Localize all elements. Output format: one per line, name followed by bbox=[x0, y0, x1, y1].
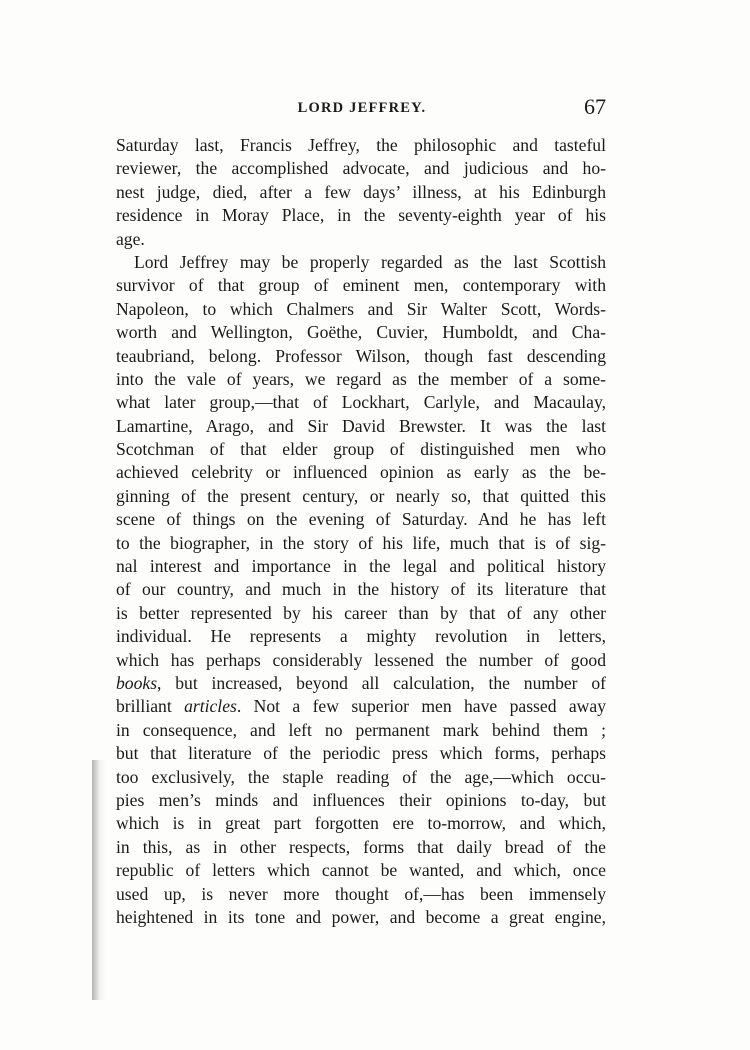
text-line: age. bbox=[116, 228, 145, 249]
text-line: nest judge, died, after a few days’ illness, at his Edinburgh bbox=[116, 181, 606, 202]
text-line: Scotchman of that elder group of distinguished men who bbox=[116, 439, 606, 460]
italic-segment: books bbox=[116, 672, 158, 693]
text-line: to the biographer, in the story of his life, much that is of sig- bbox=[116, 532, 606, 553]
text-line: nal interest and importance in the legal and political history bbox=[116, 556, 606, 577]
text-line: of our country, and much in the history of its literature that bbox=[116, 579, 606, 600]
text-line: too exclusively, the staple reading of the age,—which occu- bbox=[116, 766, 606, 787]
spine-shadow bbox=[92, 760, 106, 1000]
text-line: survivor of that group of eminent men, contemporary with bbox=[116, 275, 606, 296]
text-line: individual. He represents a mighty revolution in letters, bbox=[116, 626, 606, 647]
text-line bbox=[116, 672, 606, 695]
text-line: achieved celebrity or influenced opinion as early as the be- bbox=[116, 462, 606, 483]
text-line: republic of letters which cannot be wanted, and which, once bbox=[116, 860, 606, 881]
body-text bbox=[116, 134, 606, 929]
running-title: LORD JEFFREY. bbox=[297, 100, 427, 116]
text-line: scene of things on the evening of Saturday. And he has left bbox=[116, 509, 606, 530]
text-line: heightened in its tone and power, and become a great engine, bbox=[116, 906, 606, 927]
text-line: is better represented by his career than by that of any other bbox=[116, 602, 606, 623]
text-line: residence in Moray Place, in the seventy-eighth year of his bbox=[116, 205, 606, 226]
text-line: pies men’s minds and influences their opinions to-day, but bbox=[116, 789, 606, 810]
italic-segment: articles bbox=[184, 696, 237, 717]
text-segment: brilliant bbox=[116, 696, 185, 717]
page-number: 67 bbox=[584, 94, 606, 119]
text-line: which is in great part forgotten ere to-morrow, and which, bbox=[116, 813, 606, 834]
text-segment: , but increased, beyond all calculation, the number of bbox=[157, 672, 606, 693]
text-line: what later group,—that of Lockhart, Carlyle, and Macaulay, bbox=[116, 392, 606, 413]
text-line: in this, as in other respects, forms that daily bread of the bbox=[116, 836, 606, 857]
text-line: worth and Wellington, Goëthe, Cuvier, Humboldt, and Cha- bbox=[116, 322, 606, 343]
text-line: but that literature of the periodic press which forms, perhaps bbox=[116, 743, 606, 764]
text-line: Saturday last, Francis Jeffrey, the philosophic and tasteful bbox=[116, 135, 606, 155]
text-line: in consequence, and left no permanent mark behind them ; bbox=[116, 719, 606, 740]
text-line: teaubriand, belong. Professor Wilson, though fast descending bbox=[116, 345, 606, 366]
text-line: ginning of the present century, or nearly so, that quitted this bbox=[116, 485, 606, 506]
text-line: Lamartine, Arago, and Sir David Brewster. It was the last bbox=[116, 415, 606, 436]
text-segment: . Not a few superior men have passed away bbox=[236, 696, 606, 717]
running-head bbox=[118, 94, 606, 124]
text-line: which has perhaps considerably lessened the number of good bbox=[116, 649, 606, 670]
text-line: Lord Jeffrey may be properly regarded as the last Scottish bbox=[134, 251, 606, 272]
text-line bbox=[116, 695, 606, 718]
text-line: Napoleon, to which Chalmers and Sir Walter Scott, Words- bbox=[116, 298, 606, 319]
text-line: used up, is never more thought of,—has been immensely bbox=[116, 883, 606, 904]
text-line: reviewer, the accomplished advocate, and judicious and ho- bbox=[116, 158, 606, 179]
text-line: into the vale of years, we regard as the member of a some- bbox=[116, 368, 606, 389]
